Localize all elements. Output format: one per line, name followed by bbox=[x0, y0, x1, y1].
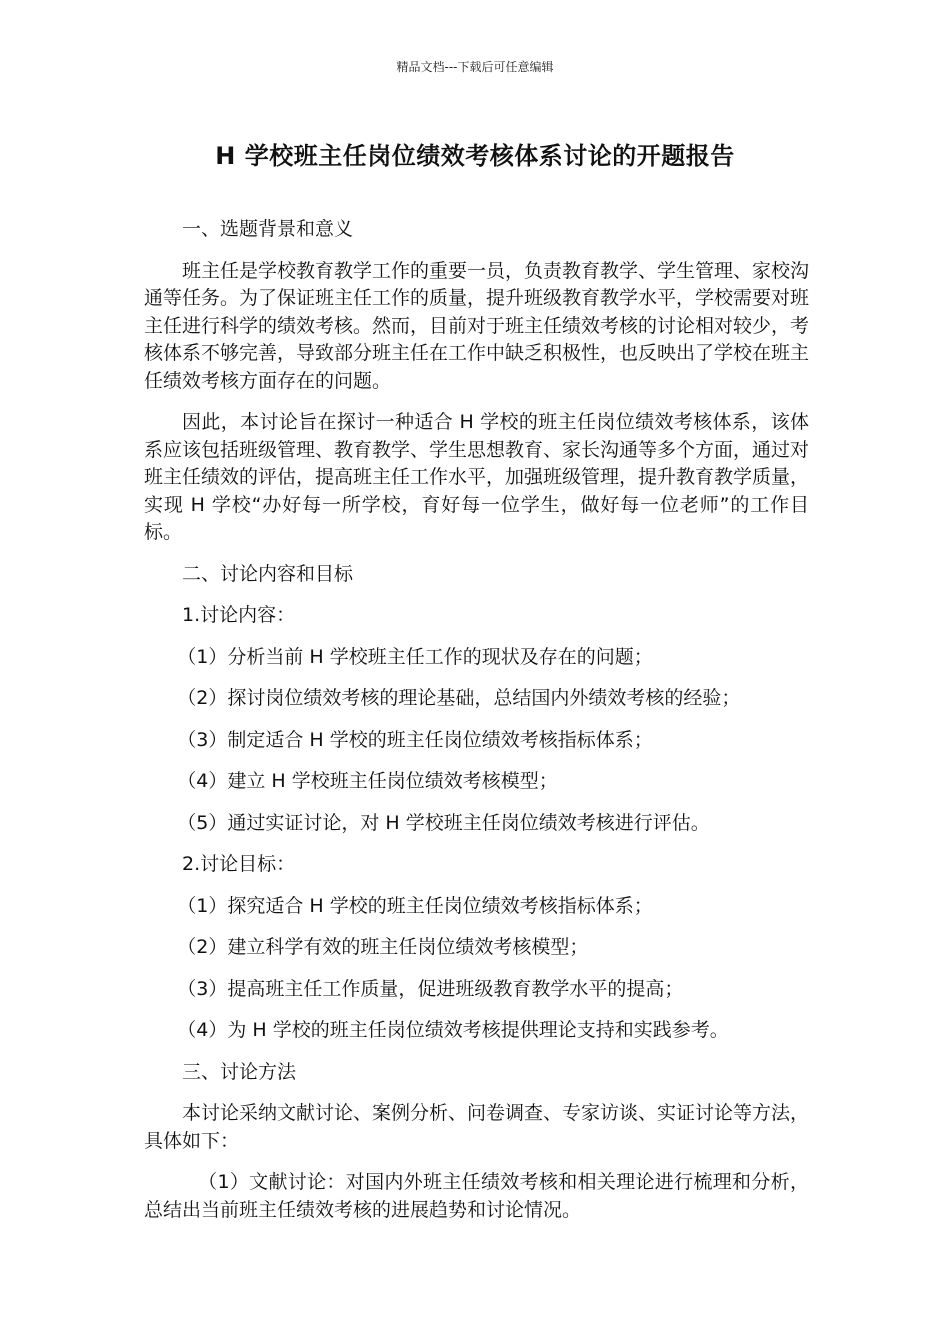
goal-label: 2.讨论目标： bbox=[182, 853, 296, 875]
section-heading-1: 一、选题背景和意义 bbox=[182, 218, 354, 240]
page-header-note: 精品文档---下载后可任意编辑 bbox=[396, 60, 554, 74]
list-item: （1）分析当前 H 学校班主任工作的现状及存在的问题； bbox=[177, 645, 653, 668]
content-label: 1.讨论内容： bbox=[182, 604, 296, 626]
list-item: （2）探讨岗位绩效考核的理论基础，总结国内外绩效考核的经验； bbox=[177, 687, 741, 709]
section-heading-2: 二、讨论内容和目标 bbox=[182, 562, 354, 585]
list-item: （4）为 H 学校的班主任岗位绩效考核提供理论支持和实践参考。 bbox=[177, 1019, 729, 1041]
list-item: （5）通过实证讨论，对 H 学校班主任岗位绩效考核进行评估。 bbox=[177, 811, 710, 834]
list-item: （4）建立 H 学校班主任岗位绩效考核模型； bbox=[177, 770, 558, 792]
paragraph-background: 班主任是学校教育教学工作的重要一员，负责教育教学、学生管理、家校沟通等任务。为了保证班主任工作的质量，提升班级教育教学水平，学校需要对班主任进行科学的绩效考核。然而，目前对于班主任绩效考核的讨论相对较少，考核体系不够完善，导致部分班主任在工作中缺乏积极性，也反映出了学校在班主任绩效考核方面存在的问题。 bbox=[144, 259, 810, 392]
list-item: （1）文献讨论：对国内外班主任绩效考核和相关理论进行梳理和分析，总结出当前班主任绩效考核的进展趋势和讨论情况。 bbox=[144, 1171, 809, 1221]
list-item: （2）建立科学有效的班主任岗位绩效考核模型； bbox=[177, 936, 589, 958]
paragraph-purpose: 因此，本讨论旨在探讨一种适合 H 学校的班主任岗位绩效考核体系，该体系应该包括班级管理、教育教学、学生思想教育、家长沟通等多个方面，通过对班主任绩效的评估，提高班主任工作水平，加强班级管理，提升教育教学质量，实现 H 学校“办好每一所学校，育好每一位学生，做好每一位老师”的工作目标。 bbox=[144, 411, 810, 543]
paragraph-methods: 本讨论采纳文献讨论、案例分析、问卷调查、专家访谈、实证讨论等方法，具体如下： bbox=[144, 1102, 810, 1152]
list-item: （3）制定适合 H 学校的班主任岗位绩效考核指标体系； bbox=[177, 728, 653, 751]
document-title: H 学校班主任岗位绩效考核体系讨论的开题报告 bbox=[215, 142, 735, 170]
list-item: （3）提高班主任工作质量，促进班级教育教学水平的提高； bbox=[177, 977, 684, 1000]
section-heading-3: 三、讨论方法 bbox=[182, 1060, 297, 1083]
list-item: （1）探究适合 H 学校的班主任岗位绩效考核指标体系； bbox=[177, 894, 653, 917]
document-body bbox=[144, 216, 809, 1224]
